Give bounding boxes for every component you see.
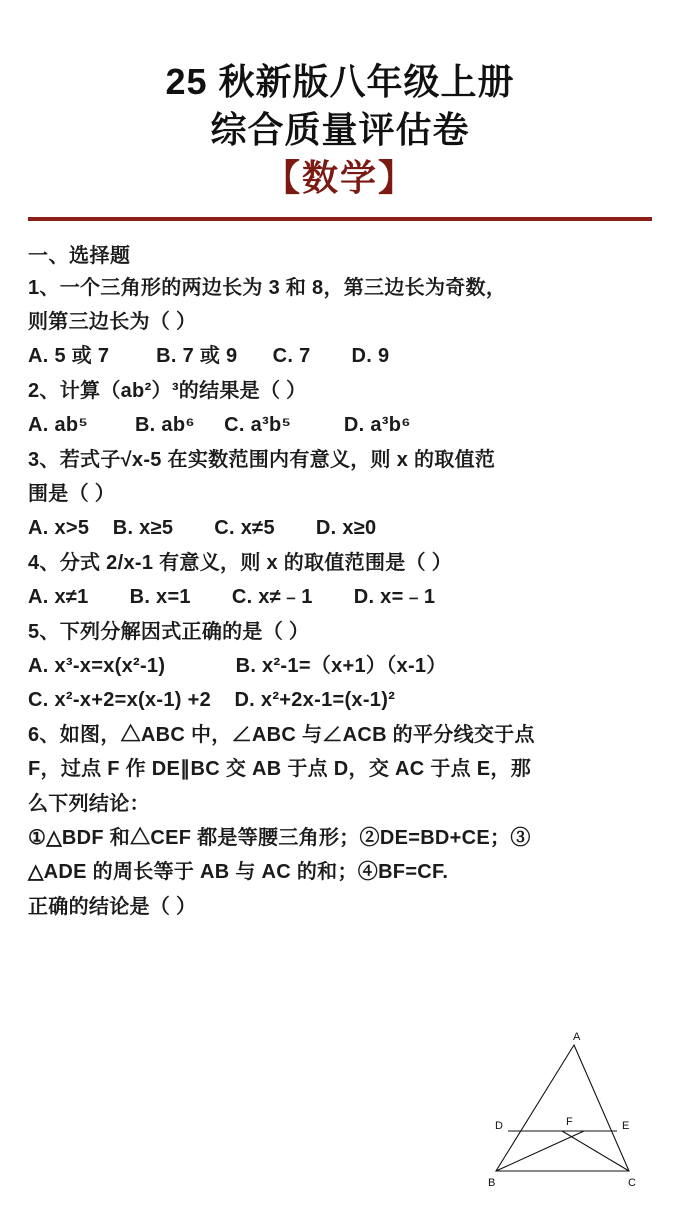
question-stem: 4、分式 2/x-1 有意义，则 x 的取值范围是（ ） [28,551,453,574]
question-options: A. ab⁵ B. ab⁶ C. a³b⁵ D. a³b⁶ [28,414,411,437]
label-d: D [495,1120,503,1132]
question-stem: 3、若式子√x-5 在实数范围内有意义，则 x 的取值范 [28,448,496,471]
question-stem: 6、如图，△ABC 中，∠ABC 与∠ACB 的平分线交于点 [28,723,535,746]
question-stem: F，过点 F 作 DE∥BC 交 AB 于点 D，交 AC 于点 E，那 [28,758,532,781]
question-stem: 正确的结论是（ ） [28,895,197,918]
title-line-1: 25 秋新版八年级上册 [165,61,515,102]
question-4 [26,547,654,614]
question-stem: 1、一个三角形的两边长为 3 和 8，第三边长为奇数， [28,276,507,299]
label-a: A [573,1031,581,1043]
question-3 [26,444,654,545]
question-5 [26,616,654,717]
triangle-abc [496,1045,629,1171]
question-options: A. x≠1 B. x=1 C. x≠﹣1 D. x=﹣1 [28,586,436,609]
question-stem: 2、计算（ab²）³的结果是（ ） [28,379,307,402]
label-f: F [566,1116,573,1128]
question-6 [26,719,654,923]
exam-body [26,221,654,923]
geometry-figure [474,1031,654,1191]
title-subject: 【数学】 [263,157,416,199]
triangle-diagram [474,1031,654,1191]
label-c: C [628,1177,636,1189]
question-stem: 则第三边长为（ ） [28,311,197,334]
section-heading: 一、选择题 [28,244,131,267]
segment-bf [496,1131,584,1171]
label-e: E [622,1120,630,1132]
title-block [26,0,654,203]
question-2 [26,375,654,442]
question-options: A. x>5 B. x≥5 C. x≠5 D. x≥0 [28,517,377,540]
question-stem: ①△BDF 和△CEF 都是等腰三角形；②DE=BD+CE；③ [28,826,531,849]
question-stem: 5、下列分解因式正确的是（ ） [28,620,310,643]
label-b: B [488,1177,496,1189]
question-stem: 么下列结论： [28,792,150,815]
question-stem: 围是（ ） [28,483,116,506]
question-stem: △ADE 的周长等于 AB 与 AC 的和；④BF=CF. [28,861,449,884]
segment-cf [562,1131,629,1171]
question-1 [26,272,654,373]
question-options: C. x²-x+2=x(x-1) +2 D. x²+2x-1=(x-1)² [28,689,396,712]
question-options: A. 5 或 7 B. 7 或 9 C. 7 D. 9 [28,345,390,368]
title-line-2: 综合质量评估卷 [210,108,470,150]
question-options: A. x³-x=x(x²-1) B. x²-1=（x+1）（x-1） [28,655,447,677]
